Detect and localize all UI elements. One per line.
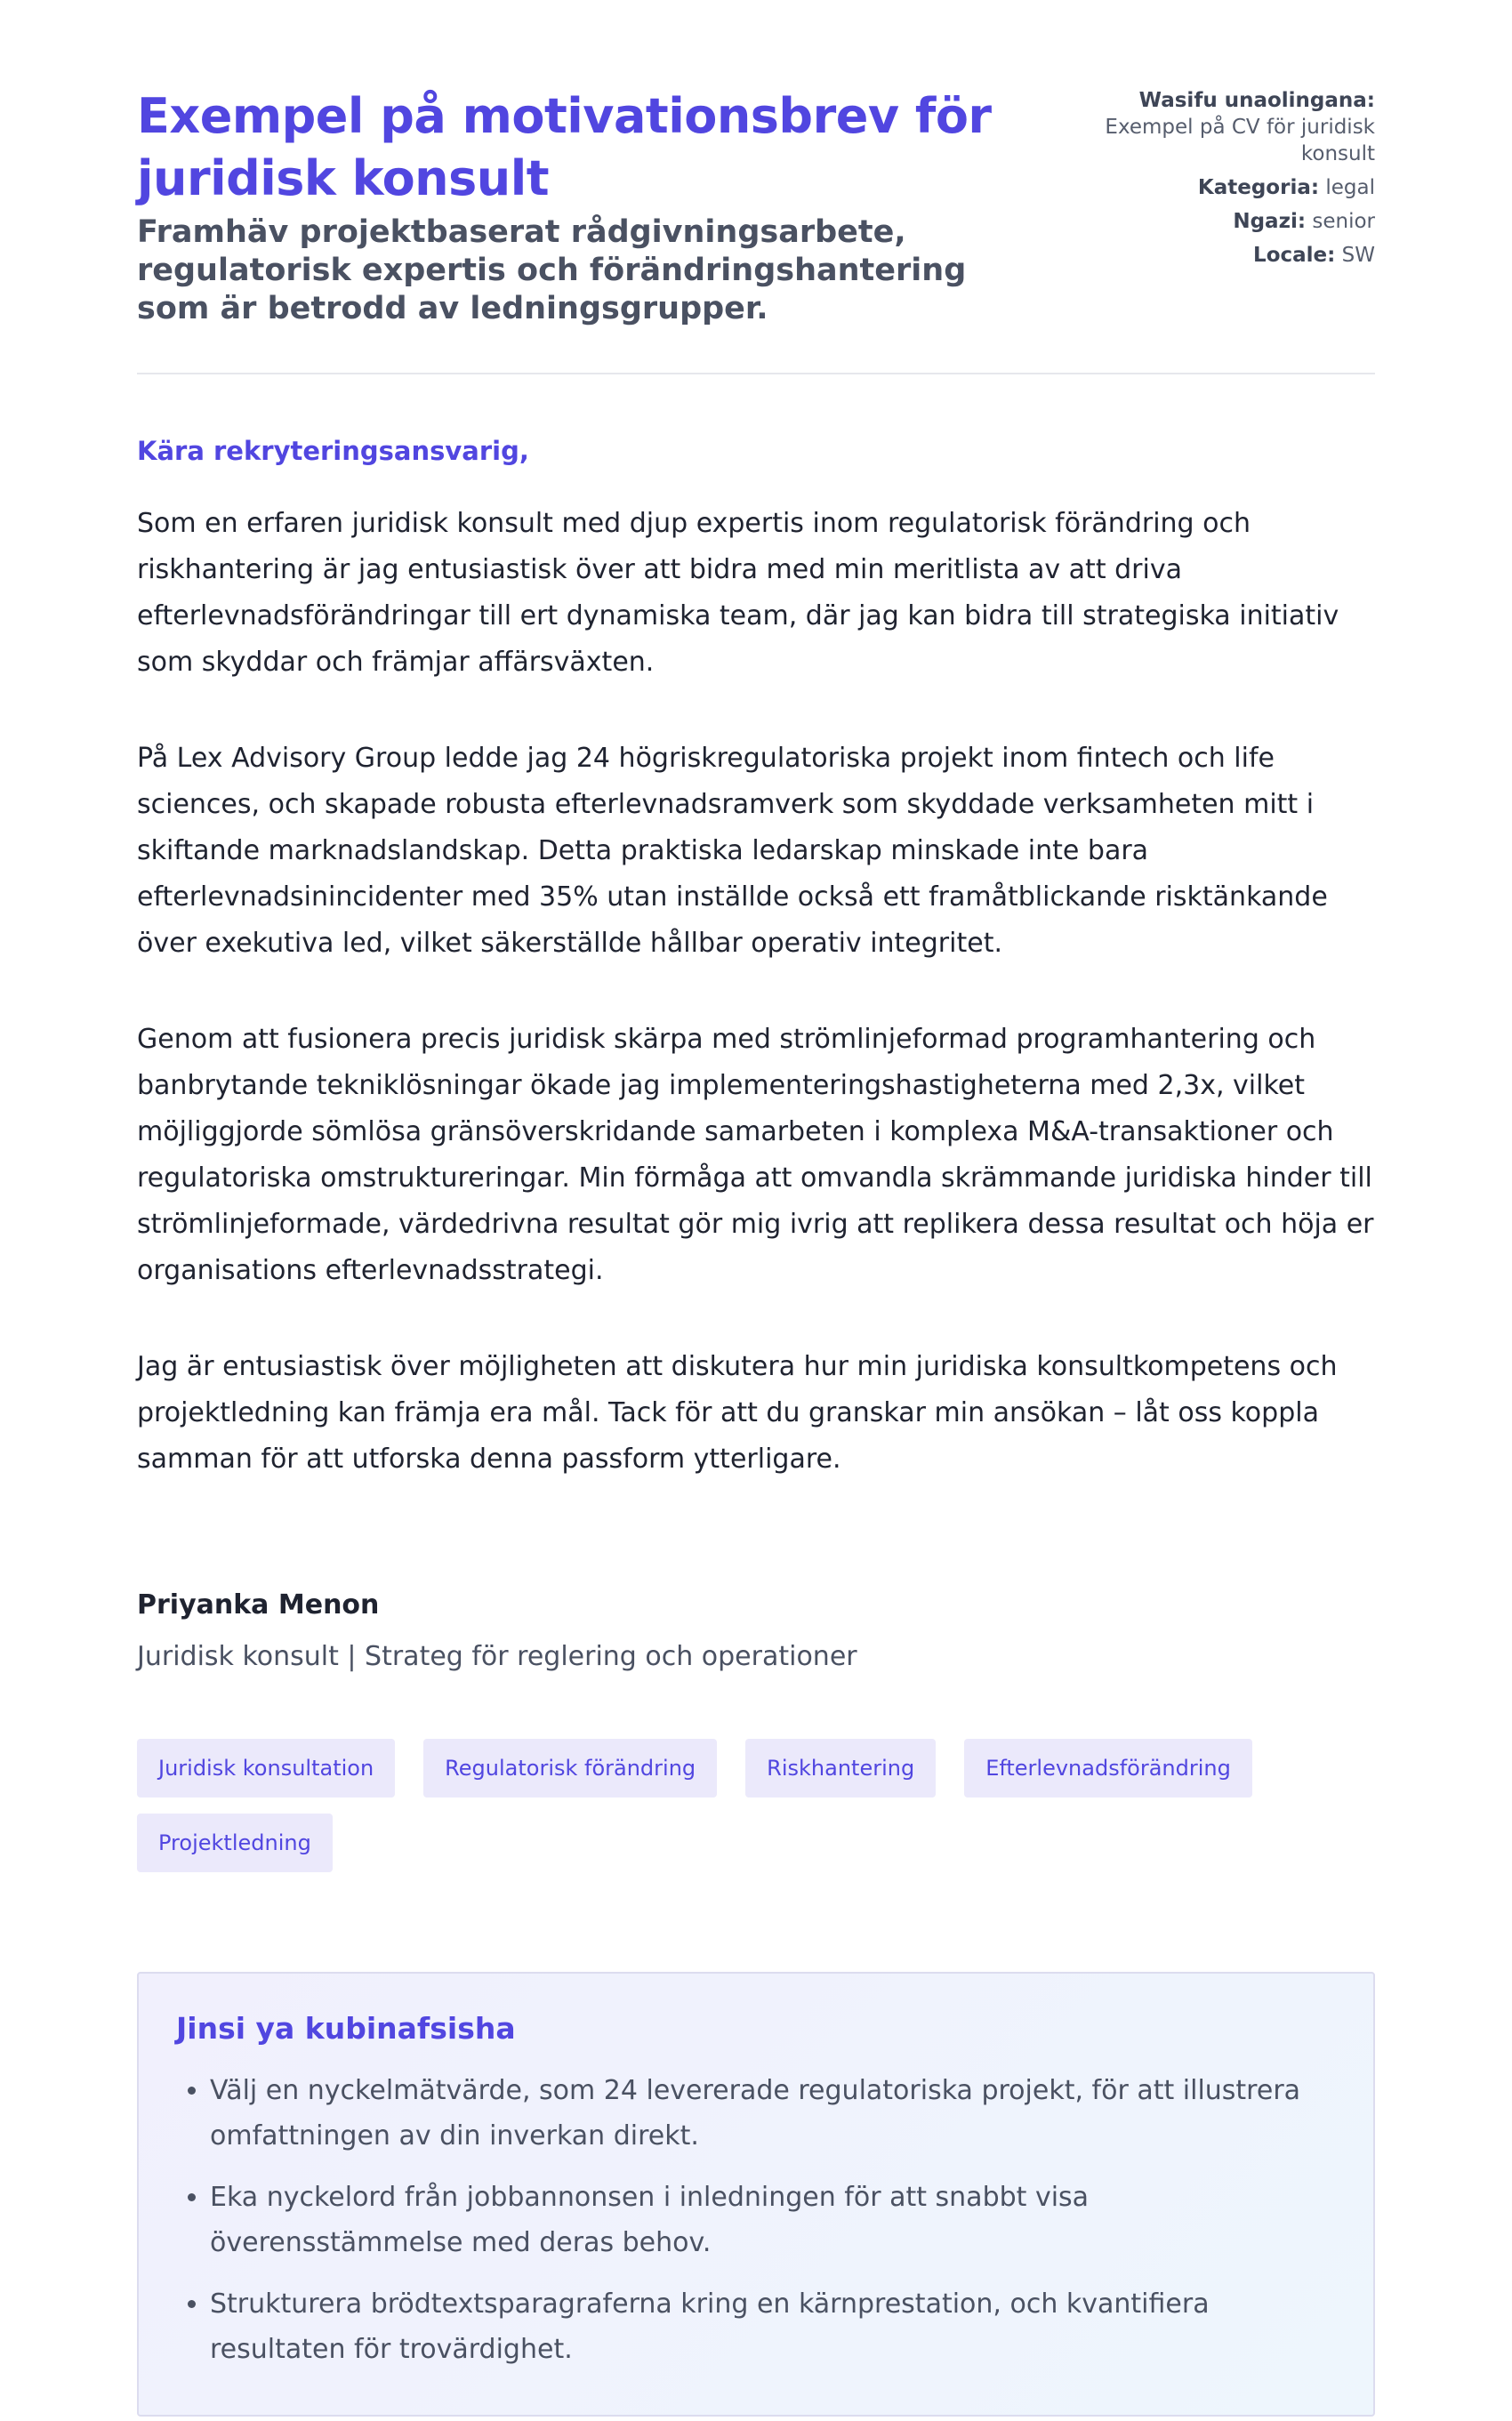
meta-category-label: Kategoria: bbox=[1197, 176, 1320, 199]
meta-related-label: Wasifu unaolingana: bbox=[1138, 89, 1375, 112]
skill-tags bbox=[137, 1677, 1373, 1872]
letter-paragraph-2: På Lex Advisory Group ledde jag 24 högriskregulatoriska projekt inom fintech och life sciences, och skapade robusta efterlevnadsramverk som skyddade verksamheten mitt i skiftande marknadslandskap. Detta praktiska ledarskap minskade inte bara efterlevnadsinincidenter med 35% utan inställde också ett framåtblickande risktänkande över exekutiva led, vilket säkerställde hållbar operativ integritet. bbox=[137, 743, 1328, 959]
skill-tag[interactable]: Regulatorisk förändring bbox=[423, 1739, 717, 1798]
meta-related bbox=[1082, 87, 1375, 167]
meta-category bbox=[1082, 174, 1375, 201]
letter-paragraph-1: Som en erfaren juridisk konsult med djup expertis inom regulatorisk förändring och riskhantering är jag entusiastisk över att bidra med min meritlista av att driva efterlevnadsförändringar till ert dynamiska team, där jag kan bidra till strategiska initiativ som skyddar och främjar affärsväxten. bbox=[137, 508, 1339, 678]
meta-locale bbox=[1082, 242, 1375, 269]
tip-item: • Välj en nyckelmätvärde, som 24 levererade regulatoriska projekt, för att illustrera omfattningen av din inverkan direkt. bbox=[210, 2068, 1336, 2159]
tips-list bbox=[176, 2068, 1336, 2372]
page-header bbox=[137, 0, 1375, 374]
customization-tips-box bbox=[137, 1972, 1375, 2417]
skill-tag[interactable]: Riskhantering bbox=[745, 1739, 936, 1798]
meta-panel bbox=[1082, 85, 1375, 276]
meta-locale-label: Locale: bbox=[1253, 244, 1336, 267]
tips-title: Jinsi ya kubinafsisha bbox=[176, 2011, 516, 2046]
meta-category-value: legal bbox=[1325, 176, 1375, 199]
tip-item: • Strukturera brödtextsparagraferna kring en kärnprestation, och kvantifiera resultaten för trovärdighet. bbox=[210, 2281, 1336, 2372]
page-title: Exempel på motivationsbrev för juridisk konsult bbox=[137, 88, 992, 206]
page-subtitle: Framhäv projektbaserat rådgivningsarbete, regulatorisk expertis och förändringshantering som är betrodd av ledningsgrupper. bbox=[137, 214, 967, 326]
signature-name: Priyanka Menon bbox=[137, 1589, 380, 1621]
header-text bbox=[137, 85, 1044, 328]
meta-related-link[interactable]: Exempel på CV för juridisk konsult bbox=[1105, 116, 1375, 165]
skill-tag[interactable]: Juridisk konsultation bbox=[137, 1739, 395, 1798]
letter-paragraph-3: Genom att fusionera precis juridisk skärpa med strömlinjeformad programhantering och banbrytande tekniklösningar ökade jag implementeringshastigheterna med 2,3x, vilket möjliggjorde sömlösa gränsöverskridande samarbeten i komplexa M&A-transaktioner och regulatoriska omstruktureringar. Min förmåga att omvandla skrämmande juridiska hinder till strömlinjeformade, värdedrivna resultat gör mig ivrig att replikera dessa resultat och höja er organisations efterlevnadsstrategi. bbox=[137, 1024, 1374, 1286]
skill-tag[interactable]: Projektledning bbox=[137, 1814, 333, 1872]
meta-locale-value: SW bbox=[1341, 244, 1375, 267]
meta-level-label: Ngazi: bbox=[1233, 210, 1307, 233]
letter-paragraph-4: Jag är entusiastisk över möjligheten att diskutera hur min juridiska konsultkompetens och projektledning kan främja era mål. Tack för att du granskar min ansökan – låt oss koppla samman för att utforska denna passform ytterligare. bbox=[137, 1351, 1338, 1475]
letter-greeting: Kära rekryteringsansvarig, bbox=[137, 436, 529, 466]
letter-body bbox=[137, 374, 1375, 1677]
meta-level-value: senior bbox=[1312, 210, 1375, 233]
meta-level bbox=[1082, 208, 1375, 235]
skill-tag[interactable]: Efterlevnadsförändring bbox=[964, 1739, 1252, 1798]
signature-block bbox=[137, 1532, 1375, 1677]
tip-item: • Eka nyckelord från jobbannonsen i inledningen för att snabbt visa överensstämmelse med deras behov. bbox=[210, 2175, 1336, 2265]
signature-title: Juridisk konsult | Strateg för reglering och operationer bbox=[137, 1641, 857, 1672]
